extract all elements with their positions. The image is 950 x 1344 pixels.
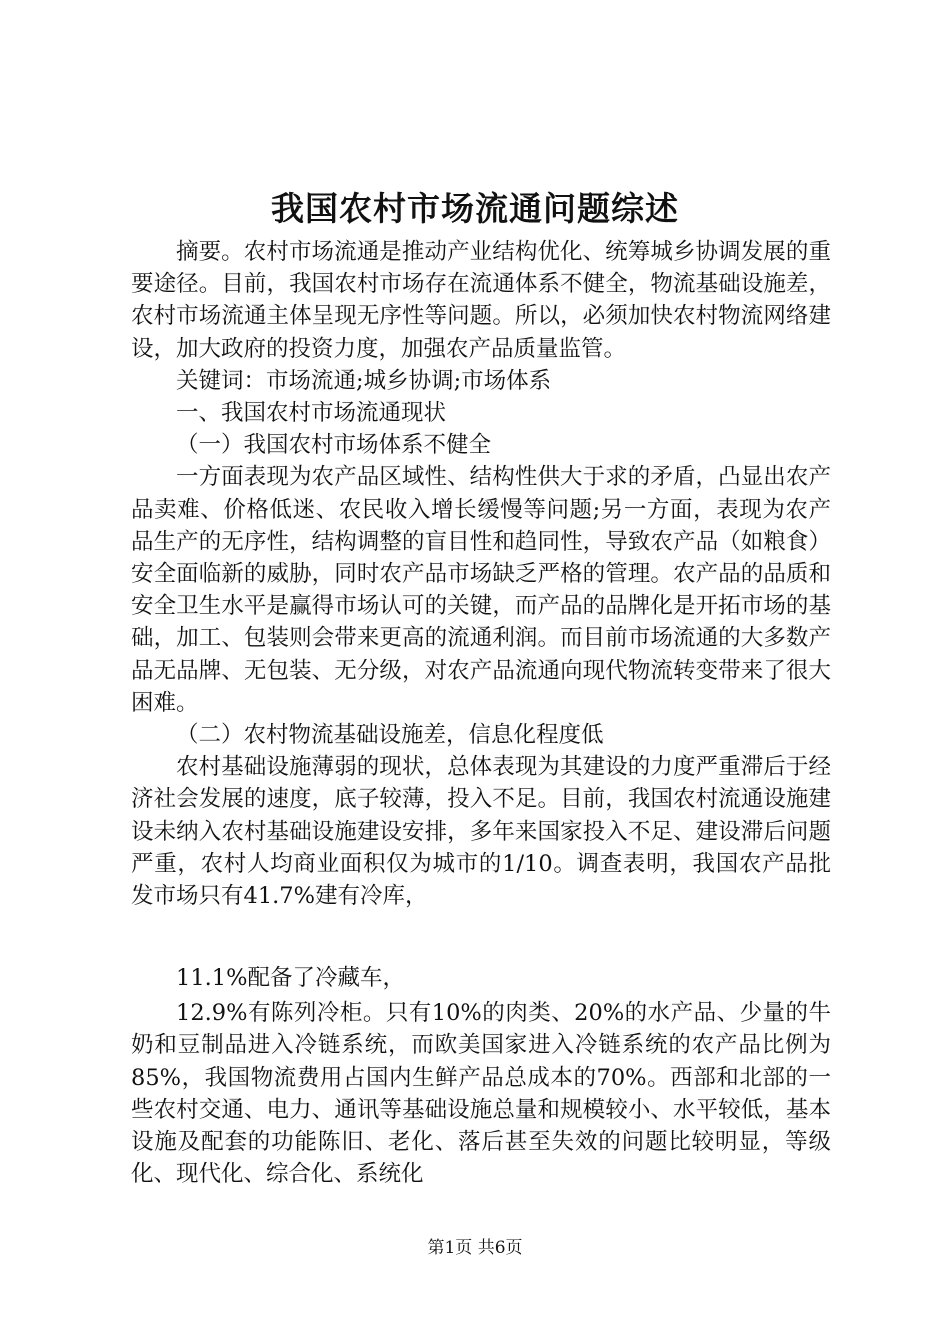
body-paragraph: 一方面表现为农产品区域性、结构性供大于求的矛盾，凸显出农产品卖难、价格低迷、农民收入增长缓慢等问题;另一方面，表现为农产品生产的无序性，结构调整的盲目性和趋同性，导致农产品（如粮食）安全面临新的威胁，同时农产品市场缺乏严格的管理。农产品的品质和安全卫生水平是赢得市场认可的关键，而产品的品牌化是开拓市场的基础，加工、包装则会带来更高的流通利润。而目前市场流通的大多数产品无品牌、无包装、无分级，对农产品流通向现代物流转变带来了很大困难。 bbox=[131, 464, 831, 716]
section-heading-1: 一、我国农村市场流通现状 bbox=[176, 400, 447, 427]
page-number-footer: 第1页 共6页 bbox=[427, 1238, 523, 1258]
body-paragraph: 农村基础设施薄弱的现状，总体表现为其建设的力度严重滞后于经济社会发展的速度，底子较薄，投入不足。目前，我国农村流通设施建设未纳入农村基础设施建设安排，多年来国家投入不足、建设滞后问题严重，农村人均商业面积仅为城市的1/10。调查表明，我国农产品批发市场只有41.7%建有冷库， bbox=[131, 754, 831, 910]
document-title: 我国农村市场流通问题综述 bbox=[271, 189, 679, 228]
document-body-top bbox=[131, 236, 831, 912]
body-paragraph: 12.9%有陈列冷柜。只有10%的肉类、20%的水产品、少量的牛奶和豆制品进入冷链系统，而欧美国家进入冷链系统的农产品比例为85%，我国物流费用占国内生鲜产品总成本的70%。西部和北部的一些农村交通、电力、通讯等基础设施总量和规模较小、水平较低，基本设施及配套的功能陈旧、老化、落后甚至失效的问题比较明显，等级化、现代化、综合化、系统化 bbox=[131, 1000, 831, 1188]
document-body-bottom bbox=[131, 962, 831, 1190]
abstract-paragraph: 摘要。农村市场流通是推动产业结构优化、统筹城乡协调发展的重要途径。目前，我国农村市场存在流通体系不健全，物流基础设施差，农村市场流通主体呈现无序性等问题。所以，必须加快农村物流网络建设，加大政府的投资力度，加强农产品质量监管。 bbox=[131, 239, 831, 362]
subsection-heading-1: （一）我国农村市场体系不健全 bbox=[176, 432, 492, 459]
body-paragraph: 11.1%配备了冷藏车， bbox=[176, 965, 405, 991]
subsection-heading-2: （二）农村物流基础设施差，信息化程度低 bbox=[176, 722, 604, 749]
keywords-line: 关键词：市场流通;城乡协调;市场体系 bbox=[176, 367, 552, 394]
